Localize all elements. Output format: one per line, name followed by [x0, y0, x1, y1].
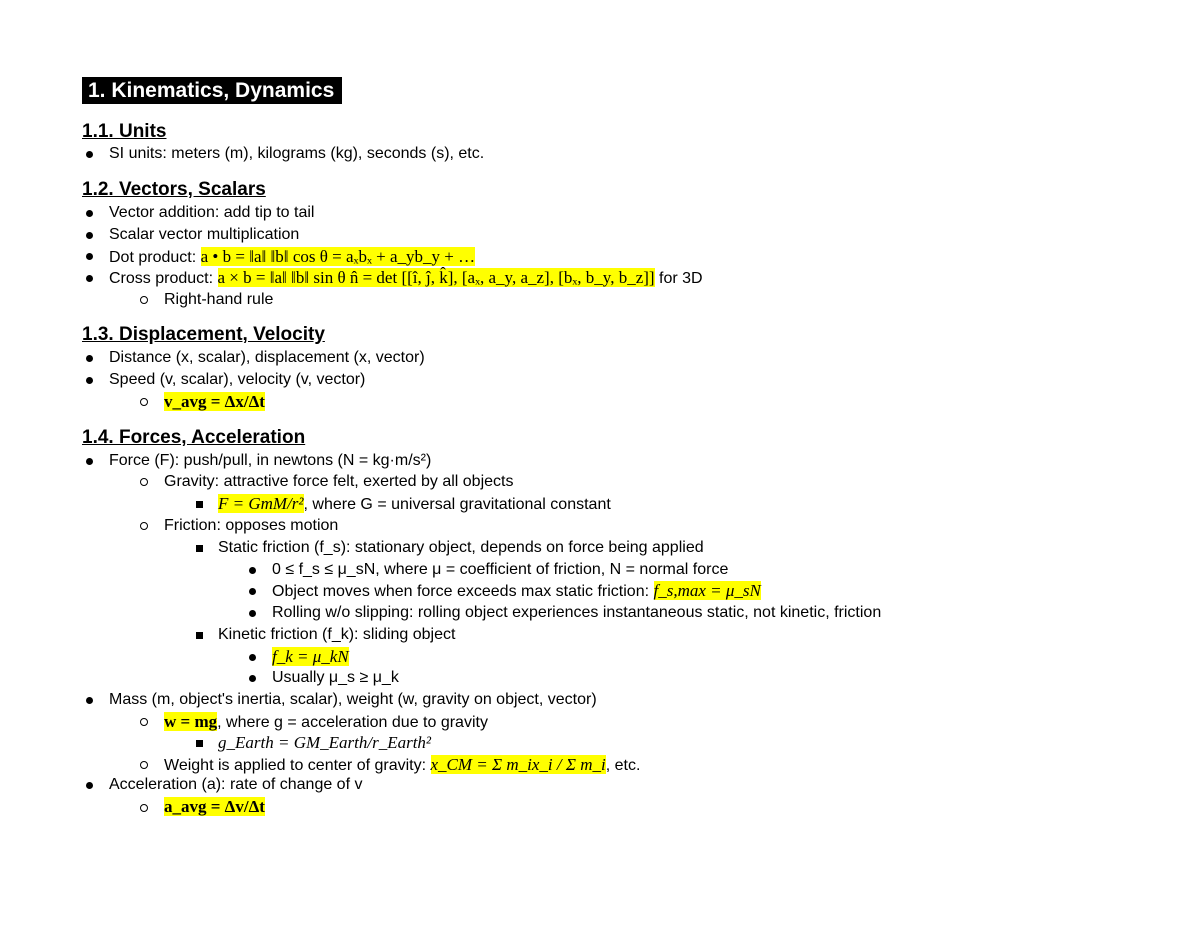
usually-row: Usually μ_s ≥ μ_k: [272, 669, 399, 686]
kinetic-formula-row: [272, 647, 349, 668]
v-avg-formula: v_avg = Δx/Δt: [164, 392, 265, 411]
sub-bullet-icon: [140, 478, 148, 486]
heading-units: 1.1. Units: [82, 121, 167, 142]
bullet-icon: [86, 377, 93, 384]
mass-row: Mass (m, object's inertia, scalar), weight (w, gravity on object, vector): [109, 691, 597, 708]
accel-row: Acceleration (a): rate of change of v: [109, 776, 363, 793]
cross-product-label: Cross product:: [109, 270, 214, 287]
static-friction-row: Static friction (f_s): stationary object, depends on force being applied: [218, 539, 704, 556]
weight-formula: w = mg: [164, 712, 218, 731]
square-bullet-icon: [196, 632, 203, 639]
scalar-mult: Scalar vector multiplication: [109, 226, 300, 243]
g-earth-row: [218, 733, 431, 754]
static-max-row: [272, 581, 761, 602]
sub-bullet-icon: [140, 804, 148, 812]
v-avg-row: [164, 392, 265, 413]
bullet-icon: [249, 654, 256, 661]
force-row: Force (F): push/pull, in newtons (N = kg·m/s²): [109, 452, 432, 469]
cog-formula: x_CM = Σ m_ix_i / Σ m_i: [430, 755, 606, 774]
bullet-icon: [86, 458, 93, 465]
dot-product-row: [109, 247, 475, 268]
a-avg-formula: a_avg = Δv/Δt: [164, 797, 265, 816]
heading-displacement: 1.3. Displacement, Velocity: [82, 324, 325, 345]
bullet-icon: [86, 151, 93, 158]
gravity-row: Gravity: attractive force felt, exerted by all objects: [164, 473, 514, 490]
bullet-icon: [249, 588, 256, 595]
weight-suffix: , where g = acceleration due to gravity: [217, 714, 488, 731]
bullet-icon: [249, 567, 256, 574]
gravity-formula-row: [218, 494, 611, 515]
kinetic-friction-row: Kinetic friction (f_k): sliding object: [218, 626, 456, 643]
bullet-icon: [86, 782, 93, 789]
square-bullet-icon: [196, 740, 203, 747]
bullet-icon: [86, 697, 93, 704]
right-hand-rule: Right-hand rule: [164, 291, 274, 308]
cog-label: Weight is applied to center of gravity:: [164, 757, 427, 774]
a-avg-row: [164, 797, 265, 818]
sub-bullet-icon: [140, 718, 148, 726]
g-earth-formula: g_Earth = GM_Earth/r_Earth²: [218, 733, 432, 752]
speed-row: Speed (v, scalar), velocity (v, vector): [109, 371, 366, 388]
sub-bullet-icon: [140, 761, 148, 769]
units-si: SI units: meters (m), kilograms (kg), seconds (s), etc.: [109, 145, 485, 162]
vector-addition: Vector addition: add tip to tail: [109, 204, 315, 221]
bullet-icon: [249, 675, 256, 682]
static-max-formula: f_s,max = μ_sN: [653, 581, 761, 600]
gravity-formula-suffix: , where G = universal gravitational constant: [303, 496, 611, 513]
sub-bullet-icon: [140, 522, 148, 530]
cog-suffix: , etc.: [605, 757, 641, 774]
rolling-row: Rolling w/o slipping: rolling object experiences instantaneous static, not kinetic, friction: [272, 604, 882, 621]
friction-row: Friction: opposes motion: [164, 517, 339, 534]
heading-vectors: 1.2. Vectors, Scalars: [82, 179, 266, 200]
weight-row: [164, 712, 488, 733]
distance-row: Distance (x, scalar), displacement (x, vector): [109, 349, 425, 366]
square-bullet-icon: [196, 545, 203, 552]
square-bullet-icon: [196, 501, 203, 508]
bullet-icon: [86, 275, 93, 282]
bullet-icon: [86, 355, 93, 362]
section-title: 1. Kinematics, Dynamics: [82, 77, 342, 104]
gravity-formula: F = GmM/r²: [218, 494, 304, 513]
static-max-label: Object moves when force exceeds max static friction:: [272, 583, 650, 600]
bullet-icon: [249, 610, 256, 617]
bullet-icon: [86, 253, 93, 260]
sub-bullet-icon: [140, 398, 148, 406]
bullet-icon: [86, 232, 93, 239]
dot-product-label: Dot product:: [109, 249, 197, 266]
cross-product-row: [109, 268, 703, 289]
cross-product-formula: a × b = ‖a‖ ‖b‖ sin θ n̂ = det [[î, ĵ, k̂], [aₓ, a_y, a_z], [bₓ, b_y, b_z]]: [217, 268, 655, 287]
heading-forces: 1.4. Forces, Acceleration: [82, 427, 306, 448]
sub-bullet-icon: [140, 296, 148, 304]
cross-product-suffix: for 3D: [659, 270, 703, 287]
dot-product-formula: a • b = ‖a‖ ‖b‖ cos θ = aₓbₓ + a_yb_y + …: [200, 247, 476, 266]
cog-row: [164, 755, 640, 776]
static-range-row: 0 ≤ f_s ≤ μ_sN, where μ = coefficient of friction, N = normal force: [272, 561, 729, 578]
kinetic-formula: f_k = μ_kN: [272, 647, 349, 666]
bullet-icon: [86, 210, 93, 217]
